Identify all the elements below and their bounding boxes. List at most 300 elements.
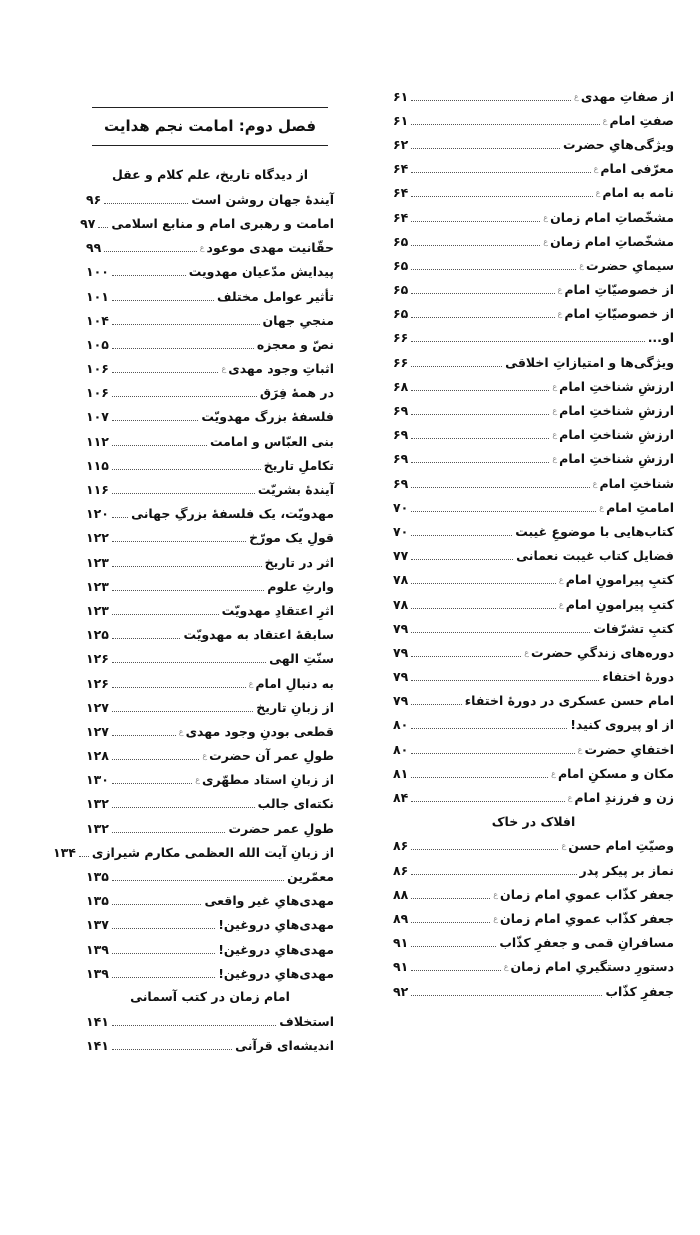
honorific-icon: ع <box>503 962 509 972</box>
entry-title: جعفرِ کذّاب <box>605 983 674 999</box>
toc-entry[interactable] <box>86 598 334 622</box>
entry-title: از او پیروی کنید! <box>570 717 674 733</box>
entry-title: به دنبالِ امام <box>255 675 334 691</box>
entry-title: وصیّتِ امام حسن <box>568 838 674 854</box>
section-heading: از دیدگاه تاریخ، علم کلام و عقل <box>111 167 309 182</box>
page-number: ۶۱ <box>393 88 409 104</box>
page-number: ۱۳۹ <box>86 941 109 957</box>
page-number: ۹۷ <box>80 215 96 231</box>
dot-leader <box>112 1025 276 1026</box>
entry-title: امامت و رهبری امام و منابع اسلامی <box>111 215 334 231</box>
toc-entry[interactable] <box>86 332 334 356</box>
dot-leader <box>411 317 554 318</box>
toc-entry[interactable] <box>86 502 334 526</box>
page-number: ۹۱ <box>393 959 409 975</box>
entry-title: نکته‌ای جالب <box>257 796 334 812</box>
dot-leader <box>112 300 214 301</box>
entry-title: فلسفهٔ بزرگ مهدویّت <box>201 409 334 425</box>
dot-leader <box>411 269 576 270</box>
dot-leader <box>411 511 596 512</box>
page-number: ۷۸ <box>393 572 409 588</box>
dot-leader <box>411 728 567 729</box>
dot-leader <box>411 487 589 488</box>
toc-entry[interactable] <box>86 816 334 840</box>
toc-entry[interactable] <box>52 840 334 864</box>
toc-entry[interactable] <box>86 574 334 598</box>
toc-entry[interactable] <box>393 132 674 156</box>
entry-title: قولِ یک مورّخ <box>249 530 334 546</box>
entry-title: استخلاف <box>279 1014 334 1030</box>
toc-entry[interactable] <box>393 640 674 664</box>
honorific-icon: ع <box>248 678 254 688</box>
page-number: ۱۰۰ <box>86 264 109 280</box>
toc-entry[interactable] <box>86 671 334 695</box>
page-number: ۸۸ <box>393 886 409 902</box>
entry-title: اثر در تاریخ <box>264 554 334 570</box>
page-number: ۱۰۶ <box>86 385 109 401</box>
page-number: ۶۵ <box>393 257 409 273</box>
page-number: ۱۲۷ <box>86 699 109 715</box>
dot-leader <box>411 583 556 584</box>
honorific-icon: ع <box>561 841 567 851</box>
toc-entry[interactable] <box>86 308 334 332</box>
page-number: ۱۲۸ <box>86 748 109 764</box>
toc-entry[interactable] <box>393 398 674 422</box>
entry-title: بنی العبّاس و امامت <box>209 433 334 449</box>
toc-entry[interactable] <box>86 405 334 429</box>
dot-leader <box>411 462 549 463</box>
entry-title: وارثِ علوم <box>267 578 334 594</box>
honorific-icon: ع <box>178 726 184 736</box>
page-number: ۱۲۳ <box>86 578 109 594</box>
page-number: ۱۳۵ <box>86 893 109 909</box>
toc-entry[interactable] <box>86 550 334 574</box>
toc-entry[interactable] <box>393 955 674 979</box>
dot-leader <box>411 366 502 367</box>
page-number: ۶۵ <box>393 233 409 249</box>
honorific-icon: ع <box>579 260 585 270</box>
dot-leader <box>112 662 266 663</box>
dot-leader <box>112 783 192 784</box>
page-number: ۸۱ <box>393 765 409 781</box>
toc-entry[interactable] <box>86 647 334 671</box>
honorific-icon: ع <box>493 913 499 923</box>
page-number: ۱۳۵ <box>86 869 109 885</box>
toc-entry[interactable] <box>86 744 334 768</box>
dot-leader <box>112 469 261 470</box>
toc-entry[interactable] <box>86 1010 334 1034</box>
honorific-icon: ع <box>552 454 558 464</box>
page-number: ۱۴۱ <box>86 1038 109 1054</box>
honorific-icon: ع <box>577 744 583 754</box>
toc-entry[interactable] <box>393 737 674 761</box>
page-number: ۱۰۴ <box>86 312 109 328</box>
toc-entry[interactable] <box>393 785 674 809</box>
entry-title: در همهٔ فِرَق <box>259 385 334 401</box>
dot-leader <box>112 977 215 978</box>
page-number: ۱۲۷ <box>86 723 109 739</box>
entry-title: از زبانِ آیت الله العظمی مکارم شیرازی <box>91 844 334 860</box>
dot-leader <box>104 203 188 204</box>
entry-title: از زبانِ استاد مطهّری <box>202 772 334 788</box>
page-number: ۱۳۹ <box>86 965 109 981</box>
toc-right-column <box>393 84 674 1003</box>
dot-leader <box>411 293 554 294</box>
toc-entry[interactable] <box>393 205 674 229</box>
entry-title: ارزشِ شناختِ امام <box>559 378 674 394</box>
page-number: ۶۲ <box>393 136 409 152</box>
toc-entry[interactable] <box>393 979 674 1003</box>
page-number: ۸۹ <box>393 910 409 926</box>
toc-entry[interactable] <box>86 453 334 477</box>
entry-title: نماز بر پیکر پدر <box>579 862 674 878</box>
toc-entry[interactable] <box>393 447 674 471</box>
dot-leader <box>411 898 490 899</box>
page-number: ۷۹ <box>393 693 409 709</box>
page-number: ۶۵ <box>393 282 409 298</box>
toc-entry[interactable] <box>393 350 674 374</box>
entry-title: از خصوصیّاتِ امام <box>564 282 674 298</box>
honorific-icon: ع <box>202 751 208 761</box>
dot-leader <box>112 517 128 518</box>
entry-title: او... <box>647 330 674 346</box>
toc-entry[interactable] <box>393 519 674 543</box>
page-number: ۷۹ <box>393 644 409 660</box>
entry-title: مشخّصاتِ امام زمان <box>550 233 674 249</box>
entry-title: طولِ عمر حضرت <box>228 820 334 836</box>
entry-title: کتبِ تشرّفات <box>593 620 674 636</box>
honorific-icon: ع <box>552 430 558 440</box>
toc-list <box>393 834 674 1003</box>
page-number: ۱۲۳ <box>86 602 109 618</box>
page-number: ۱۰۶ <box>86 361 109 377</box>
toc-entry[interactable] <box>86 864 334 888</box>
toc-entry[interactable] <box>86 187 334 211</box>
dot-leader <box>112 396 257 397</box>
page-number: ۶۴ <box>393 161 409 177</box>
page-number: ۸۶ <box>393 838 409 854</box>
entry-title: دوره‌های زندگیِ حضرت <box>531 644 674 660</box>
entry-title: کتاب‌هایی با موضوعِ غیبت <box>515 523 674 539</box>
page-number: ۱۱۲ <box>86 433 109 449</box>
entry-title: معرّفی امام <box>600 161 674 177</box>
toc-entry[interactable] <box>86 695 334 719</box>
toc-entry[interactable] <box>393 157 674 181</box>
page-number: ۸۰ <box>393 741 409 757</box>
toc-entry[interactable] <box>86 961 334 985</box>
page-number: ۹۶ <box>86 191 102 207</box>
dot-leader <box>411 946 496 947</box>
page-number: ۷۹ <box>393 620 409 636</box>
entry-title: مهدویّت، یک فلسفهٔ بزرگِ جهانی <box>131 506 334 522</box>
dot-leader <box>411 535 512 536</box>
toc-entry[interactable] <box>393 84 674 108</box>
entry-title: پیدایش مدّعیان مهدویت <box>188 264 334 280</box>
entry-title: از صفاتِ مهدی <box>580 88 674 104</box>
page-number: ۶۹ <box>393 451 409 467</box>
dot-leader <box>411 656 521 657</box>
toc-entry[interactable] <box>86 768 334 792</box>
page-number: ۶۱ <box>393 112 409 128</box>
dot-leader <box>411 341 644 342</box>
entry-title: مهدی‌هایِ غیر واقعی <box>204 893 334 909</box>
entry-title: قطعی بودنِ وجود مهدی <box>185 723 334 739</box>
page-number: ۸۶ <box>393 862 409 878</box>
page-number: ۱۴۱ <box>86 1014 109 1030</box>
page-number: ۷۸ <box>393 596 409 612</box>
toc-entry[interactable] <box>393 278 674 302</box>
entry-title: از خصوصیّاتِ امام <box>564 306 674 322</box>
entry-title: جعفر کذّاب عمویِ امام زمان <box>500 910 674 926</box>
dot-leader <box>411 221 540 222</box>
toc-entry[interactable] <box>86 429 334 453</box>
toc-entry[interactable] <box>393 689 674 713</box>
dot-leader <box>112 711 253 712</box>
honorific-icon: ع <box>552 381 558 391</box>
dot-leader <box>112 759 200 760</box>
page-number: ۶۶ <box>393 354 409 370</box>
toc-entry[interactable] <box>86 1034 334 1058</box>
entry-title: حقّانیت مهدی موعود <box>206 240 334 256</box>
toc-entry[interactable] <box>393 108 674 132</box>
page-number: ۱۲۶ <box>86 651 109 667</box>
entry-title: از زبانِ تاریخ <box>256 699 334 715</box>
toc-entry[interactable] <box>393 713 674 737</box>
honorific-icon: ع <box>221 364 227 374</box>
toc-entry[interactable] <box>393 882 674 906</box>
dot-leader <box>411 124 599 125</box>
honorific-icon: ع <box>551 768 556 778</box>
entry-title: مهدی‌هایِ دروغین! <box>218 917 334 933</box>
dot-leader <box>112 372 219 373</box>
toc-entry[interactable] <box>86 260 334 284</box>
dot-leader <box>411 849 558 850</box>
page-number: ۷۰ <box>393 499 409 515</box>
honorific-icon: ع <box>543 212 549 222</box>
dot-leader <box>104 251 196 252</box>
page-number: ۱۰۷ <box>86 409 109 425</box>
entry-title: ارزشِ شناختِ امام <box>559 427 674 443</box>
page-number: ۷۷ <box>393 548 409 564</box>
dot-leader <box>79 856 89 857</box>
dot-leader <box>112 275 186 276</box>
page-number: ۱۲۲ <box>86 530 109 546</box>
dot-leader <box>112 541 246 542</box>
toc-entry[interactable] <box>80 211 334 235</box>
page-number: ۱۱۵ <box>86 457 109 473</box>
entry-title: مشخّصاتِ امام زمان <box>550 209 674 225</box>
page-number: ۹۲ <box>393 983 409 999</box>
toc-entry[interactable] <box>86 913 334 937</box>
toc-entry[interactable] <box>393 326 674 350</box>
dot-leader <box>411 414 549 415</box>
toc-entry[interactable] <box>393 906 674 930</box>
page-number: ۱۲۰ <box>86 506 109 522</box>
honorific-icon: ع <box>558 575 564 585</box>
page-number: ۶۶ <box>393 330 409 346</box>
chapter-title: فصل دوم: امامت نجم هدایت <box>92 107 328 146</box>
page-number: ۶۸ <box>393 378 409 394</box>
toc-entry[interactable] <box>86 889 334 913</box>
toc-entry[interactable] <box>393 568 674 592</box>
page-number: ۱۰۵ <box>86 336 109 352</box>
toc-entry[interactable] <box>86 357 334 381</box>
page-number: ۶۴ <box>393 185 409 201</box>
entry-title: آیندهٔ بشریّت <box>257 482 334 498</box>
dot-leader <box>112 638 181 639</box>
honorific-icon: ع <box>574 91 579 101</box>
toc-entry[interactable] <box>86 792 334 816</box>
dot-leader <box>411 970 500 971</box>
page-number: ۷۰ <box>393 523 409 539</box>
page-number: ۶۹ <box>393 403 409 419</box>
entry-title: مسافرانِ قمی و جعفرِ کذّاب <box>499 935 674 951</box>
dot-leader <box>411 680 599 681</box>
dot-leader <box>411 632 590 633</box>
dot-leader <box>112 614 219 615</box>
entry-title: صفتِ امام <box>609 112 674 128</box>
dot-leader <box>411 245 540 246</box>
dot-leader <box>411 196 592 197</box>
dot-leader <box>112 735 176 736</box>
toc-entry[interactable] <box>393 302 674 326</box>
honorific-icon: ع <box>595 188 601 198</box>
dot-leader <box>411 753 574 754</box>
toc-entry[interactable] <box>86 719 334 743</box>
toc-list <box>52 187 334 985</box>
toc-entry[interactable] <box>393 471 674 495</box>
entry-title: دستورِ دستگیریِ امام زمان <box>510 959 674 975</box>
toc-entry[interactable] <box>86 937 334 961</box>
page-number: ۷۹ <box>393 669 409 685</box>
entry-title: تکاملِ تاریخ <box>263 457 334 473</box>
toc-entry[interactable] <box>393 229 674 253</box>
entry-title: ارزشِ شناختِ امام <box>559 403 674 419</box>
honorific-icon: ع <box>552 406 558 416</box>
dot-leader <box>112 807 255 808</box>
toc-entry[interactable] <box>86 284 334 308</box>
honorific-icon: ع <box>199 243 205 253</box>
dot-leader <box>112 904 202 905</box>
dot-leader <box>411 777 548 778</box>
page-number: ۱۳۴ <box>52 844 76 860</box>
entry-title: نصّ و معجزه <box>256 336 334 352</box>
honorific-icon: ع <box>493 889 499 899</box>
toc-entry[interactable] <box>393 665 674 689</box>
toc-entry[interactable] <box>86 477 334 501</box>
toc-entry[interactable] <box>393 181 674 205</box>
page-number: ۶۵ <box>393 306 409 322</box>
entry-title: سابقهٔ اعتقاد به مهدویّت <box>183 627 334 643</box>
dot-leader <box>112 348 254 349</box>
dot-leader <box>411 922 490 923</box>
toc-entry[interactable] <box>393 616 674 640</box>
entry-title: زن و فرزندِ امام <box>574 790 674 806</box>
honorific-icon: ع <box>567 793 573 803</box>
dot-leader <box>411 801 564 802</box>
toc-entry[interactable] <box>393 495 674 519</box>
page-number: ۱۲۵ <box>86 627 109 643</box>
dot-leader <box>112 420 198 421</box>
dot-leader <box>112 953 215 954</box>
page-number: ۸۰ <box>393 717 409 733</box>
entry-title: طولِ عمر آن حضرت <box>209 748 334 764</box>
dot-leader <box>112 590 264 591</box>
page-number: ۱۳۰ <box>86 772 109 788</box>
toc-list <box>393 84 674 810</box>
entry-title: امام حسن عسکری در دورهٔ اختفاء <box>464 693 674 709</box>
entry-title: سیمایِ حضرت <box>586 257 674 273</box>
toc-entry[interactable] <box>393 858 674 882</box>
dot-leader <box>411 995 602 996</box>
dot-leader <box>112 1049 232 1050</box>
entry-title: منجیِ جهان <box>262 312 334 328</box>
toc-entry[interactable] <box>393 761 674 785</box>
toc-entry[interactable] <box>393 592 674 616</box>
page-number: ۱۳۷ <box>86 917 109 933</box>
dot-leader <box>112 687 246 688</box>
dot-leader <box>112 445 207 446</box>
toc-entry[interactable] <box>393 423 674 447</box>
dot-leader <box>112 832 226 833</box>
entry-title: شناختِ امام <box>599 475 674 491</box>
entry-title: سنّتِ الهی <box>269 651 334 667</box>
section-heading: افلاک در خاک <box>491 813 576 829</box>
dot-leader <box>411 390 549 391</box>
entry-title: ویژگی‌هایِ حضرت <box>563 136 674 152</box>
entry-title: کتبِ پیرامونِ امام <box>565 572 674 588</box>
dot-leader <box>411 438 549 439</box>
dot-leader <box>411 559 513 560</box>
dot-leader <box>112 566 262 567</box>
toc-entry[interactable] <box>86 381 334 405</box>
toc-entry[interactable] <box>393 834 674 858</box>
entry-title: جعفر کذّاب عمویِ امام زمان <box>500 886 674 902</box>
dot-leader <box>112 324 260 325</box>
page-number: ۱۱۶ <box>86 482 109 498</box>
toc-list <box>86 1010 334 1058</box>
toc-entry[interactable] <box>393 374 674 398</box>
toc-entry[interactable] <box>86 623 334 647</box>
entry-title: اختفایِ حضرت <box>584 741 674 757</box>
toc-entry[interactable] <box>393 931 674 955</box>
dot-leader <box>411 100 571 101</box>
page-number: ۱۲۳ <box>86 554 109 570</box>
page-number: ۶۴ <box>393 209 409 225</box>
page-number: ۱۰۱ <box>86 288 109 304</box>
section-heading: امام زمان در کتب آسمانی <box>130 989 290 1005</box>
entry-title: کتبِ پیرامونِ امام <box>565 596 674 612</box>
toc-entry[interactable] <box>86 526 334 550</box>
honorific-icon: ع <box>602 115 608 125</box>
page-number: ۹۹ <box>86 240 102 256</box>
entry-title: امامتِ امام <box>606 499 674 515</box>
entry-title: فضایل کتاب غیبت نعمانی <box>516 548 674 564</box>
honorific-icon: ع <box>543 236 549 246</box>
entry-title: مهدی‌هایِ دروغین! <box>218 965 334 981</box>
honorific-icon: ع <box>599 502 605 512</box>
dot-leader <box>98 227 108 228</box>
toc-entry[interactable] <box>86 236 334 260</box>
toc-entry[interactable] <box>393 544 674 568</box>
toc-entry[interactable] <box>393 253 674 277</box>
entry-title: اثباتِ وجود مهدی <box>228 361 334 377</box>
entry-title: مهدی‌هایِ دروغین! <box>218 941 334 957</box>
page-number: ۶۹ <box>393 475 409 491</box>
entry-title: ویژگی‌ها و امتیازاتِ اخلاقی <box>505 354 674 370</box>
entry-title: تأثیر عوامل مختلف <box>216 288 334 304</box>
dot-leader <box>411 148 560 149</box>
